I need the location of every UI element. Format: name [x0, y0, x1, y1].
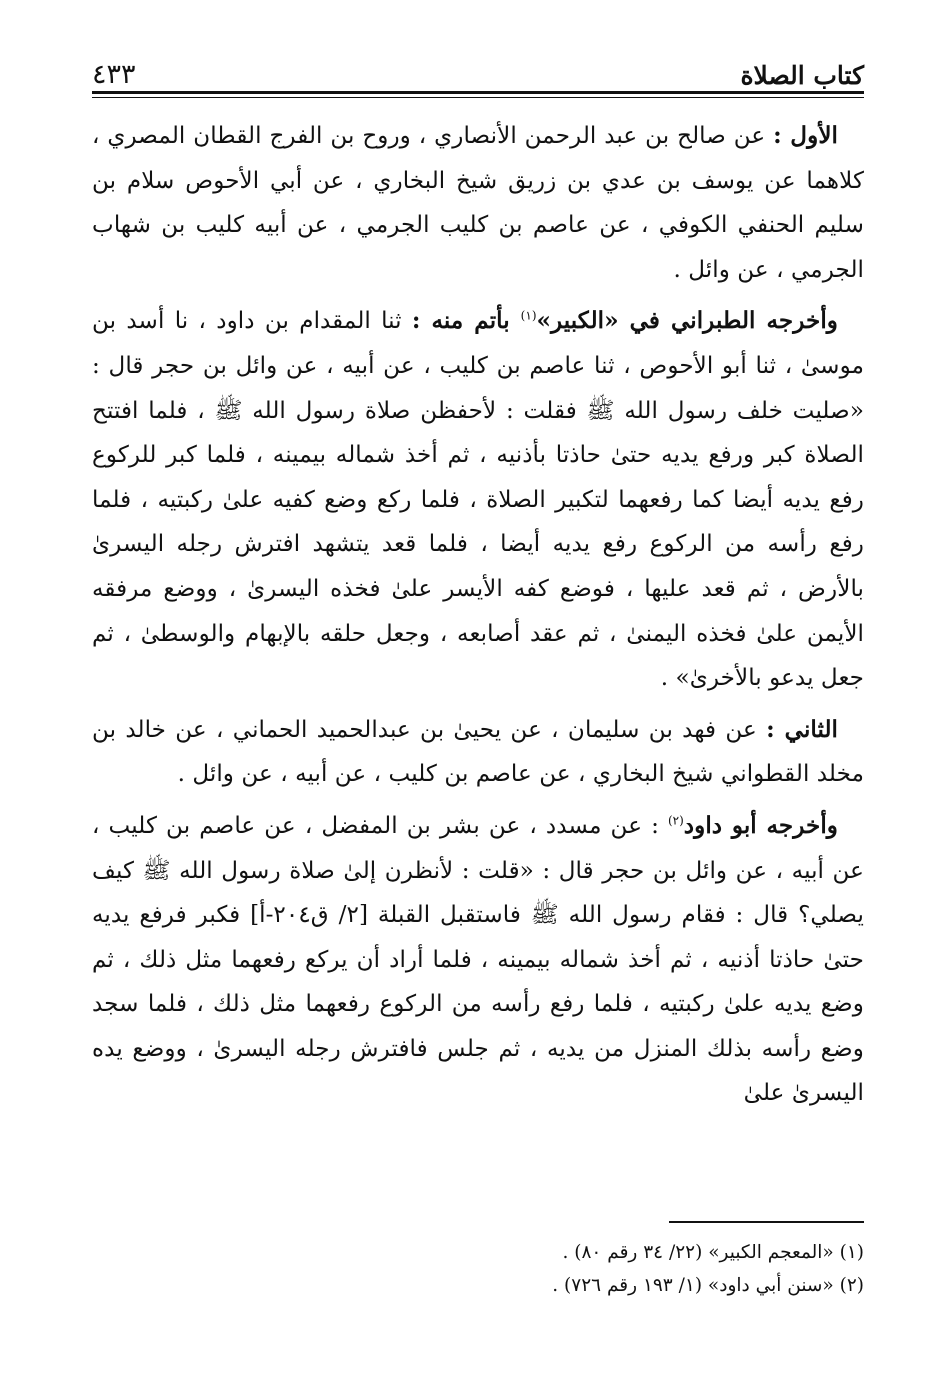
paragraph [92, 299, 864, 700]
paragraph-text: عن فهد بن سليمان ، عن يحيىٰ بن عبدالحميد الحماني ، عن خالد بن مخلد القطواني شيخ البخاري ، عن عاصم بن كليب ، عن أبيه ، عن وائل . [92, 715, 864, 788]
header-rule-thin [92, 97, 864, 98]
header-rule [92, 91, 864, 94]
paragraph-lead-continued: بأتم منه : [411, 307, 521, 335]
main-text [92, 114, 864, 1123]
running-title: كتاب الصلاة [740, 61, 864, 90]
paragraph [92, 708, 864, 797]
page-number: ٤٣٣ [92, 59, 136, 90]
paragraph-lead: وأخرجه أبو داود [683, 811, 838, 839]
paragraph-lead: وأخرجه الطبراني في «الكبير» [536, 307, 839, 335]
footnotes [92, 1236, 864, 1302]
footnote-rule [669, 1221, 864, 1223]
footnote-marker[interactable]: (٢) [667, 813, 684, 828]
paragraph-lead: الثاني : [766, 715, 838, 743]
paragraph-lead: الأول : [773, 122, 838, 149]
footnote-marker[interactable]: (١) [520, 308, 537, 323]
paragraph-text: ثنا المقدام بن داود ، نا أسد بن موسىٰ ، ثنا أبو الأحوص ، ثنا عاصم بن كليب ، عن أبيه ، عن وائل بن حجر قال : «صليت خلف رسول الله ﷺ فقلت : لأحفظن صلاة رسول الله ﷺ ، فلما افتتح الصلاة كبر ورفع يديه حتىٰ حاذتا بأذنيه ، ثم أخذ شماله بيمينه ، فلما كبر للركوع رفع يديه أيضا كما رفعهما لتكبير الصلاة ، فلما ركع وضع كفيه علىٰ ركبتيه ، فلما رفع رأسه من الركوع رفع يديه أيضا ، فلما قعد يتشهد افترش رجله اليسرىٰ بالأرض ، ثم قعد عليها ، فوضع كفه الأيسر علىٰ فخذه اليسرىٰ ، ووضع مرفقه الأيمن علىٰ فخذه اليمنىٰ ، ثم عقد أصابعه ، وجعل حلقه بالإبهام والوسطىٰ ، ثم جعل يدعو بالأخرىٰ» . [92, 307, 864, 692]
paragraph-text: : عن مسدد ، عن بشر بن المفضل ، عن عاصم بن كليب ، عن أبيه ، عن وائل بن حجر قال : «قلت : لأنظرن إلىٰ صلاة رسول الله ﷺ كيف يصلي؟ قال : فقام رسول الله ﷺ فاستقبل القبلة [٢/ ق٢٠٤-أ] فكبر فرفع يديه حتىٰ حاذتا أذنيه ، ثم أخذ شماله بيمينه ، فلما أراد أن يركع رفعهما مثل ذلك ، ثم وضع يديه علىٰ ركبتيه ، فلما رفع رأسه من الركوع رفعهما مثل ذلك ، فلما سجد وضع رأسه بذلك المنزل من يديه ، ثم جلس فافترش رجله اليسرىٰ ، ووضع يده اليسرىٰ علىٰ [92, 811, 864, 1107]
paragraph [92, 114, 864, 292]
footnote-item: (١) «المعجم الكبير» (٢٢/ ٣٤ رقم ٨٠) . [562, 1242, 864, 1263]
page-header [92, 38, 864, 88]
footnote-item: (٢) «سنن أبي داود» (١/ ١٩٣ رقم ٧٢٦) . [552, 1275, 864, 1296]
paragraph-text: عن صالح بن عبد الرحمن الأنصاري ، وروح بن الفرج القطان المصري ، كلاهما عن يوسف بن عدي بن زريق شيخ البخاري ، عن أبي الأحوص سلام بن سليم الحنفي الكوفي ، عن عاصم بن كليب الجرمي ، عن أبيه كليب بن شهاب الجرمي ، عن وائل . [92, 122, 864, 283]
paragraph [92, 804, 864, 1116]
